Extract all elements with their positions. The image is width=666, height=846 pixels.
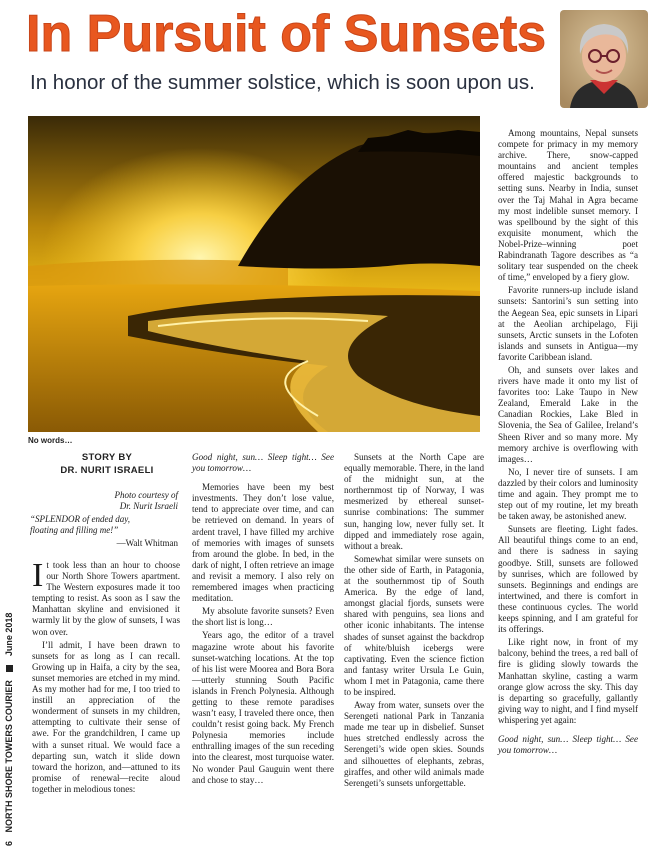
article-column-3	[344, 452, 484, 791]
paragraph: Oh, and sunsets over lakes and rivers have made it onto my list of favorites too: Lake Taupo in New Zealand, Emerald Lake in the Canadian Rockies, Lake Bled in Slovenia, the Sea of Galilee, Ireland’s Sheen River and so many more. My memory archive is overflowing with images…	[498, 364, 638, 464]
separator-square-icon	[6, 665, 13, 672]
publication-name: NORTH SHORE TOWERS COURIER	[4, 680, 14, 833]
issue-date: June 2018	[4, 612, 14, 657]
byline-author: DR. NURIT ISRAELI	[60, 465, 154, 476]
article-subtitle: In honor of the summer solstice, which is soon upon us.	[30, 71, 535, 94]
paragraph: Away from water, sunsets over the Serengeti national Park in Tanzania made me tear up in disbelief. Sunset hues stretched endlessly across the Serengeti’s wide open skies. Sounds and silhouettes of elephants, zebras, giraffes, and other wild animals made Serengeti’s sunsets unforgettable.	[344, 700, 484, 788]
article-column-4	[498, 128, 638, 758]
drop-cap: I	[32, 557, 44, 594]
page-folio	[4, 600, 18, 846]
paragraph: Years ago, the editor of a travel magazine wrote about his favorite sunset-watching locations. At the top of his list were Moorea and Bora Bora—utterly stunning South Pacific islands in French Polynesia. Although getting to these remote paradises wasn’t easy, I traveled there once, then couldn’t resist going back. My French Polynesia memories include enthralling images of the sun receding into the clearest, most turquoise water. No wonder Paul Gauguin went there and chose to stay…	[192, 630, 334, 785]
photo-credit-line2: Dr. Nurit Israeli	[119, 501, 178, 511]
paragraph: Memories have been my best investments. They don’t lose value, tend to appreciate over time, and can be retrieved on demand. In years of ardent travel, I have filled my archive of memories with images of sunsets from around the globe. In bed, in the dark of night, I often retrieve an image and revisit a memory. I also rely on remembered images when practicing meditation.	[192, 482, 334, 604]
epigraph-line1: “SPLENDOR of ended day,	[30, 514, 130, 524]
refrain: Good night, sun… Sleep tight… See you tomorrow…	[498, 733, 638, 756]
article-column-1	[32, 557, 180, 797]
article-column-2	[192, 452, 334, 788]
paragraph: Favorite runners-up include island sunsets: Santorini’s sun setting into the Aegean Sea, epic sunsets in Lipari at the Aeolian archipelago, Fiji sunsets, Arctic sunsets in the Lofoten islands and sunsets in Antigua—my favorite Caribbean island.	[498, 285, 638, 362]
sunset-photo	[28, 116, 480, 432]
photo-caption: No words…	[28, 436, 73, 445]
author-portrait	[560, 10, 648, 108]
epigraph-attribution: —Walt Whitman	[116, 538, 178, 548]
paragraph: Somewhat similar were sunsets on the other side of Earth, in Patagonia, at the southernmost tip of South America. By the edge of land, amongst glacial fjords, sunsets were shared with penguins, sea lions and other iconic inhabitants. The intense shades of sunset against the backdrop of white/bluish icebergs were captivating. Even the science fiction and fantasy writer Ursula Le Guin, whom I met in Patagonia, came there to be inspired.	[344, 553, 484, 697]
epigraph-quote	[30, 514, 178, 536]
paragraph: It took less than an hour to choose our North Shore Towers apartment. The Western exposures made it too tempting to resist. As soon as I saw the Manhattan skyline and envisioned it warmly lit by the glow of sunsets, I was won over.	[32, 557, 180, 637]
paragraph: No, I never tire of sunsets. I am dazzled by their colors and luminosity time and again. They prompt me to step out of my routine, let my breath be taken away, be astonished anew.	[498, 466, 638, 522]
paragraph: I’ll admit, I have been drawn to sunsets for as long as I can recall. Growing up in Haifa, a city by the sea, sunset memories are etched in my mind. As my mother had for me, I too tried to instill an appreciation of the wonderment of sunsets in my children, attempting to cultivate their sense of awe. For the grandchildren, I came up with a sunset ritual. We would face a departing sun, watch it slide down toward the horizon, and—attuned to its promise of renewal—recite aloud together in melodious tones:	[32, 639, 180, 794]
paragraph: Sunsets are fleeting. Light fades. All beautiful things come to an end, and there is sadness in saying goodbye. Still, sunsets are followed by sunrises, which are followed by sunsets. Beginnings and endings are intertwined, and there is comfort in these continuous cycles. The world keeps spinning, and I am grateful for its offerings.	[498, 524, 638, 635]
refrain: Good night, sun… Sleep tight… See you tomorrow…	[192, 452, 334, 474]
photo-credit-line1: Photo courtesy of	[114, 490, 178, 500]
byline-label: STORY BY	[81, 452, 133, 463]
page-number: 6	[4, 840, 14, 846]
paragraph: Among mountains, Nepal sunsets compete for primacy in my memory archive. There, snow-capped mountains and ancient temples offered majestic backgrounds to setting suns. Nearby in India, sunset over the Taj Mahal in Agra became my most indelible sunset memory. I was spellbound by the sight of this exquisite monument, which the Nobel-Prize–winning poet Rabindranath Tagore describes as “a solitary tear suspended on the cheek of time,” enveloped by a fiery glow.	[498, 128, 638, 283]
paragraph: Sunsets at the North Cape are equally memorable. There, in the land of the midnight sun, at the northernmost tip of Norway, I was mesmerized by ethereal sunset-sunrise combinations: The summer sun, hanging low, never fully set. It dipped and immediately rose again, without a break.	[344, 452, 484, 551]
paragraph: Like right now, in front of my balcony, behind the trees, a red ball of fire is gliding slowly towards the Manhattan skyline, casting a warm orange glow across the sky. This day is departing so gracefully, gallantly giving way to night, and I find myself whispering yet again:	[498, 637, 638, 725]
article-title: In Pursuit of Sunsets	[26, 5, 547, 63]
epigraph-line2: floating and filling me!”	[30, 525, 119, 535]
paragraph: My absolute favorite sunsets? Even the short list is long…	[192, 606, 334, 628]
photo-credit	[30, 490, 178, 512]
